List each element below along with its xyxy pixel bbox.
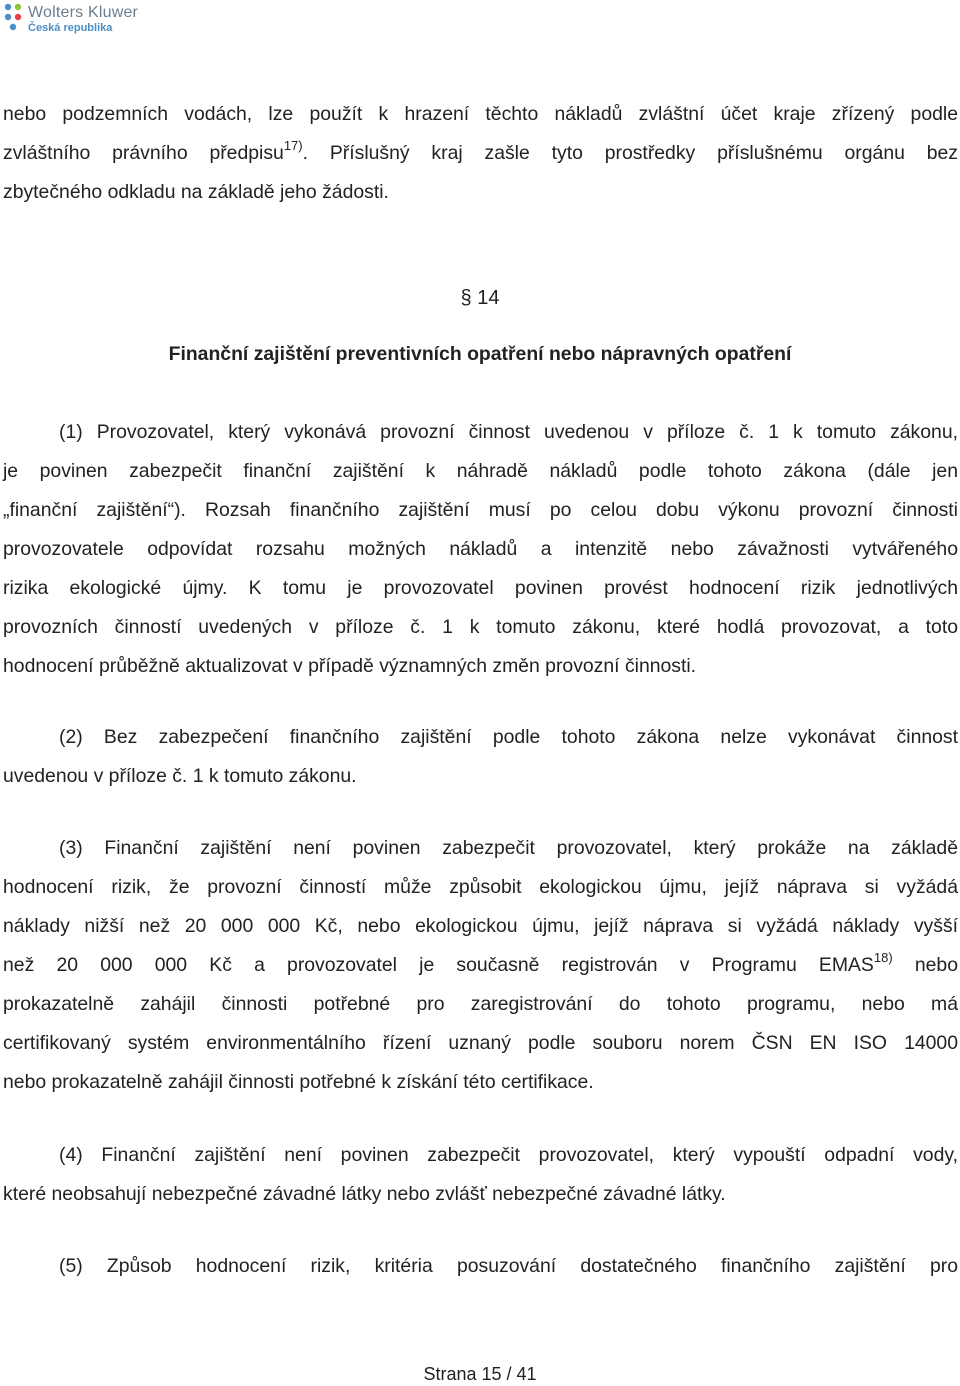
text-line: (5) Způsob hodnocení rizik, kritéria posuzování dostatečného finančního zajištění pro [59, 1255, 958, 1277]
wolters-kluwer-logo-icon [2, 2, 24, 32]
paragraph-3 [3, 829, 958, 1102]
text-line: hodnocení průběžně aktualizovat v případě významných změn provozní činnosti. [3, 655, 697, 677]
page-number: Strana 15 / 41 [423, 1364, 537, 1384]
text-line: (1) Provozovatel, který vykonává provozní činnost uvedenou v příloze č. 1 k tomuto zákonu, [59, 421, 958, 443]
text-line: které neobsahují nebezpečné závadné látky nebo zvlášť nebezpečné závadné látky. [3, 1183, 726, 1205]
footnote-ref: 17) [283, 137, 303, 153]
intro-paragraph [3, 95, 958, 212]
text-line: provozovatele odpovídat rozsahu možných nákladů a intenzitě nebo závažnosti vytvářeného [3, 538, 958, 560]
logo-subtitle: Česká republika [28, 22, 113, 34]
text-line: „finanční zajištění“). Rozsah finančního zajištění musí po celou dobu výkonu provozní činnosti [3, 499, 958, 521]
text-run: než 20 000 000 Kč a provozovatel je současně registrován v Programu EMAS [3, 954, 874, 976]
text-line [3, 946, 958, 985]
publisher-logo [2, 2, 138, 38]
text-line: rizika ekologické újmy. K tomu je provozovatel povinen provést hodnocení rizik jednotlivých [3, 577, 958, 599]
text-line: (2) Bez zabezpečení finančního zajištění podle tohoto zákona nelze vykonávat činnost [59, 726, 958, 748]
text-line: nebo prokazatelně zahájil činnosti potřebné k získání této certifikace. [3, 1071, 594, 1093]
text-line: uvedenou v příloze č. 1 k tomuto zákonu. [3, 765, 357, 787]
text-line: provozních činností uvedených v příloze č. 1 k tomuto zákonu, které hodlá provozovat, a toto [3, 616, 958, 638]
logo-name: Wolters Kluwer [28, 4, 139, 21]
text-line: (4) Finanční zajištění není povinen zabezpečit provozovatel, který vypouští odpadní vody, [59, 1144, 958, 1166]
text-run: . Příslušný kraj zašle tyto prostředky příslušnému orgánu bez [302, 142, 958, 164]
text-line: hodnocení rizik, že provozní činností může způsobit ekologickou újmu, jejíž náprava si vyžádá [3, 876, 958, 898]
section-title: Finanční zajištění preventivních opatření nebo nápravných opatření [168, 343, 792, 365]
text-line [3, 134, 958, 173]
text-run: nebo [892, 954, 958, 976]
text-line: je povinen zabezpečit finanční zajištění k náhradě nákladů podle tohoto zákona (dále jen [3, 460, 958, 482]
text-line: certifikovaný systém environmentálního řízení uznaný podle souboru norem ČSN EN ISO 14000 [3, 1032, 958, 1054]
text-line: zbytečného odkladu na základě jeho žádosti. [3, 181, 389, 203]
paragraph-5 [3, 1247, 958, 1286]
paragraph-1 [3, 413, 958, 686]
text-line: nebo podzemních vodách, lze použít k hrazení těchto nákladů zvláštní účet kraje zřízený podle [3, 103, 958, 125]
paragraph-2 [3, 718, 958, 796]
text-run: zvláštního právního předpisu [3, 142, 284, 164]
text-line: náklady nižší než 20 000 000 Kč, nebo ekologickou újmu, jejíž náprava si vyžádá náklady vyšší [3, 915, 958, 937]
footnote-ref: 18) [873, 949, 893, 965]
paragraph-4 [3, 1136, 958, 1214]
text-line: prokazatelně zahájil činnosti potřebné pro zaregistrování do tohoto programu, nebo má [3, 993, 958, 1015]
text-line: (3) Finanční zajištění není povinen zabezpečit provozovatel, který prokáže na základě [59, 837, 958, 859]
section-number: § 14 [460, 287, 500, 309]
